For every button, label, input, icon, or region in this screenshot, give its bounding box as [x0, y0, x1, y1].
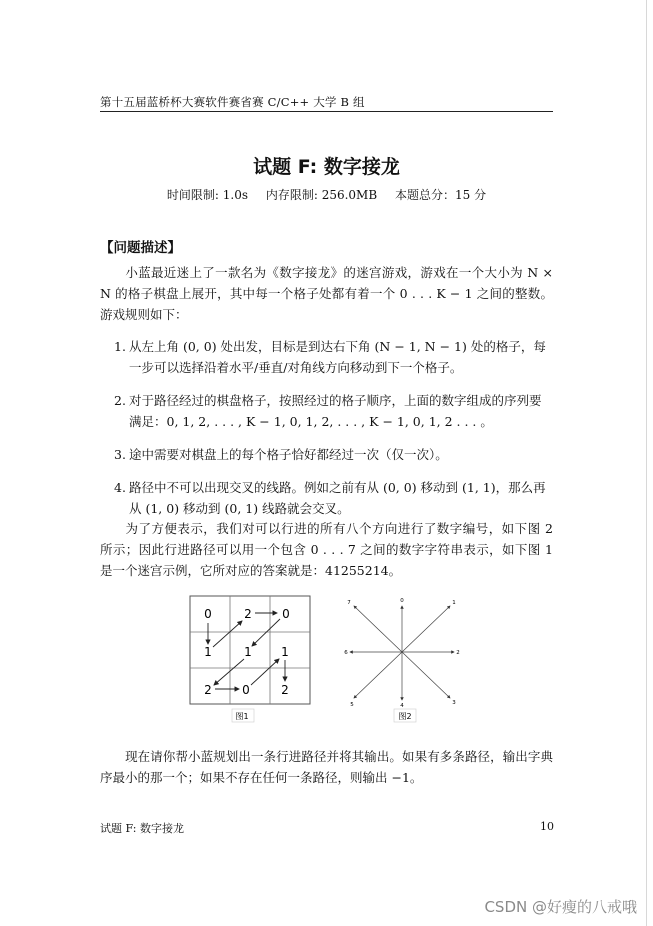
total-score: 本题总分：15 分 — [395, 188, 487, 202]
figure-2-directions — [340, 594, 464, 724]
maze-cell-number: 1 — [281, 645, 289, 659]
direction-arrow — [354, 606, 402, 652]
maze-cell-number: 0 — [204, 607, 212, 621]
direction-label: 2 — [456, 650, 460, 656]
rule-text: 路径中不可以出现交叉的线路。例如之前有从 (0, 0) 移动到 (1, 1)，那么再从 (1, 0) 移动到 (0, 1) 线路就会交叉。 — [129, 480, 546, 516]
direction-arrow — [402, 652, 450, 698]
running-head: 第十五届蓝桥杯大赛软件赛省赛 C/C++ 大学 B 组 — [100, 95, 365, 109]
intro-paragraph — [100, 262, 553, 325]
footer-title: 试题 F: 数字接龙 — [100, 822, 184, 835]
direction-label: 5 — [350, 702, 354, 708]
maze-cell-number: 0 — [282, 607, 290, 621]
problem-title: 试题 F: 数字接龙 — [253, 156, 400, 178]
figure-1-maze — [188, 594, 312, 724]
rule-number: 4. — [114, 480, 126, 495]
direction-label: 1 — [452, 600, 456, 606]
closing-paragraph — [100, 746, 553, 788]
rule-item — [100, 477, 553, 519]
closing-text: 现在请你帮小蓝规划出一条行进路径并将其输出。如果有多条路径，输出字典序最小的那一个；如果不存在任何一条路径，则输出 −1。 — [100, 749, 553, 785]
header-rule — [100, 111, 553, 112]
direction-arrow — [354, 652, 402, 698]
maze-cell-number: 2 — [204, 683, 212, 697]
direction-label: 7 — [347, 600, 351, 606]
rule-item — [100, 336, 553, 378]
figure-2-caption: 图2 — [398, 712, 412, 721]
direction-label: 0 — [400, 598, 404, 604]
page-edge — [646, 0, 647, 926]
path-arrow — [213, 621, 242, 647]
page-number: 10 — [540, 820, 554, 833]
rule-number: 2. — [114, 393, 126, 408]
time-limit: 时间限制: 1.0s — [166, 188, 249, 202]
path-arrow — [252, 619, 280, 646]
maze-cell-number: 2 — [281, 683, 289, 697]
figure-1-caption: 图1 — [235, 712, 249, 721]
rule-item — [100, 444, 553, 465]
rule-number: 1. — [114, 339, 126, 354]
rule-text: 途中需要对棋盘上的每个格子恰好都经过一次（仅一次）。 — [129, 447, 448, 462]
direction-arrow — [402, 606, 450, 652]
explain-paragraph — [100, 518, 553, 581]
maze-cell-number: 0 — [242, 683, 250, 697]
rule-text: 对于路径经过的棋盘格子，按照经过的格子顺序，上面的数字组成的序列要满足：0, 1, 2, . . . , K − 1, 0, 1, 2, . . . , K − 1, 0, 1, 2 . . . 。 — [129, 393, 542, 429]
maze-cell-number: 1 — [244, 645, 252, 659]
rule-item — [100, 390, 553, 432]
direction-label: 3 — [452, 700, 456, 706]
explain-text: 为了方便表示，我们对可以行进的所有八个方向进行了数字编号，如下图 2 所示；因此行进路径可以用一个包含 0 . . . 7 之间的数字字符串表示，如下图 1 是一个迷宫示例，它所对应的答案就是：41255214。 — [100, 521, 553, 578]
path-arrow — [251, 659, 279, 685]
memory-limit: 内存限制: 256.0MB — [265, 188, 378, 202]
maze-cell-number: 2 — [244, 607, 252, 621]
rules-list — [100, 336, 553, 531]
rule-text: 从左上角 (0, 0) 处出发，目标是到达右下角 (N − 1, N − 1) 处的格子，每一步可以选择沿着水平/垂直/对角线方向移动到下一个格子。 — [129, 339, 546, 375]
watermark: CSDN @好瘦的八戒哦 — [484, 898, 637, 916]
limits-line — [0, 186, 653, 203]
path-arrow — [214, 659, 244, 685]
intro-text: 小蓝最近迷上了一款名为《数字接龙》的迷宫游戏，游戏在一个大小为 N × N 的格子棋盘上展开，其中每一个格子处都有着一个 0 . . . K − 1 之间的整数。游戏规则如下： — [100, 265, 553, 322]
direction-label: 4 — [400, 703, 404, 709]
section-title: 【问题描述】 — [100, 240, 181, 256]
direction-label: 6 — [344, 650, 348, 656]
rule-number: 3. — [114, 447, 126, 462]
maze-cell-number: 1 — [204, 645, 212, 659]
